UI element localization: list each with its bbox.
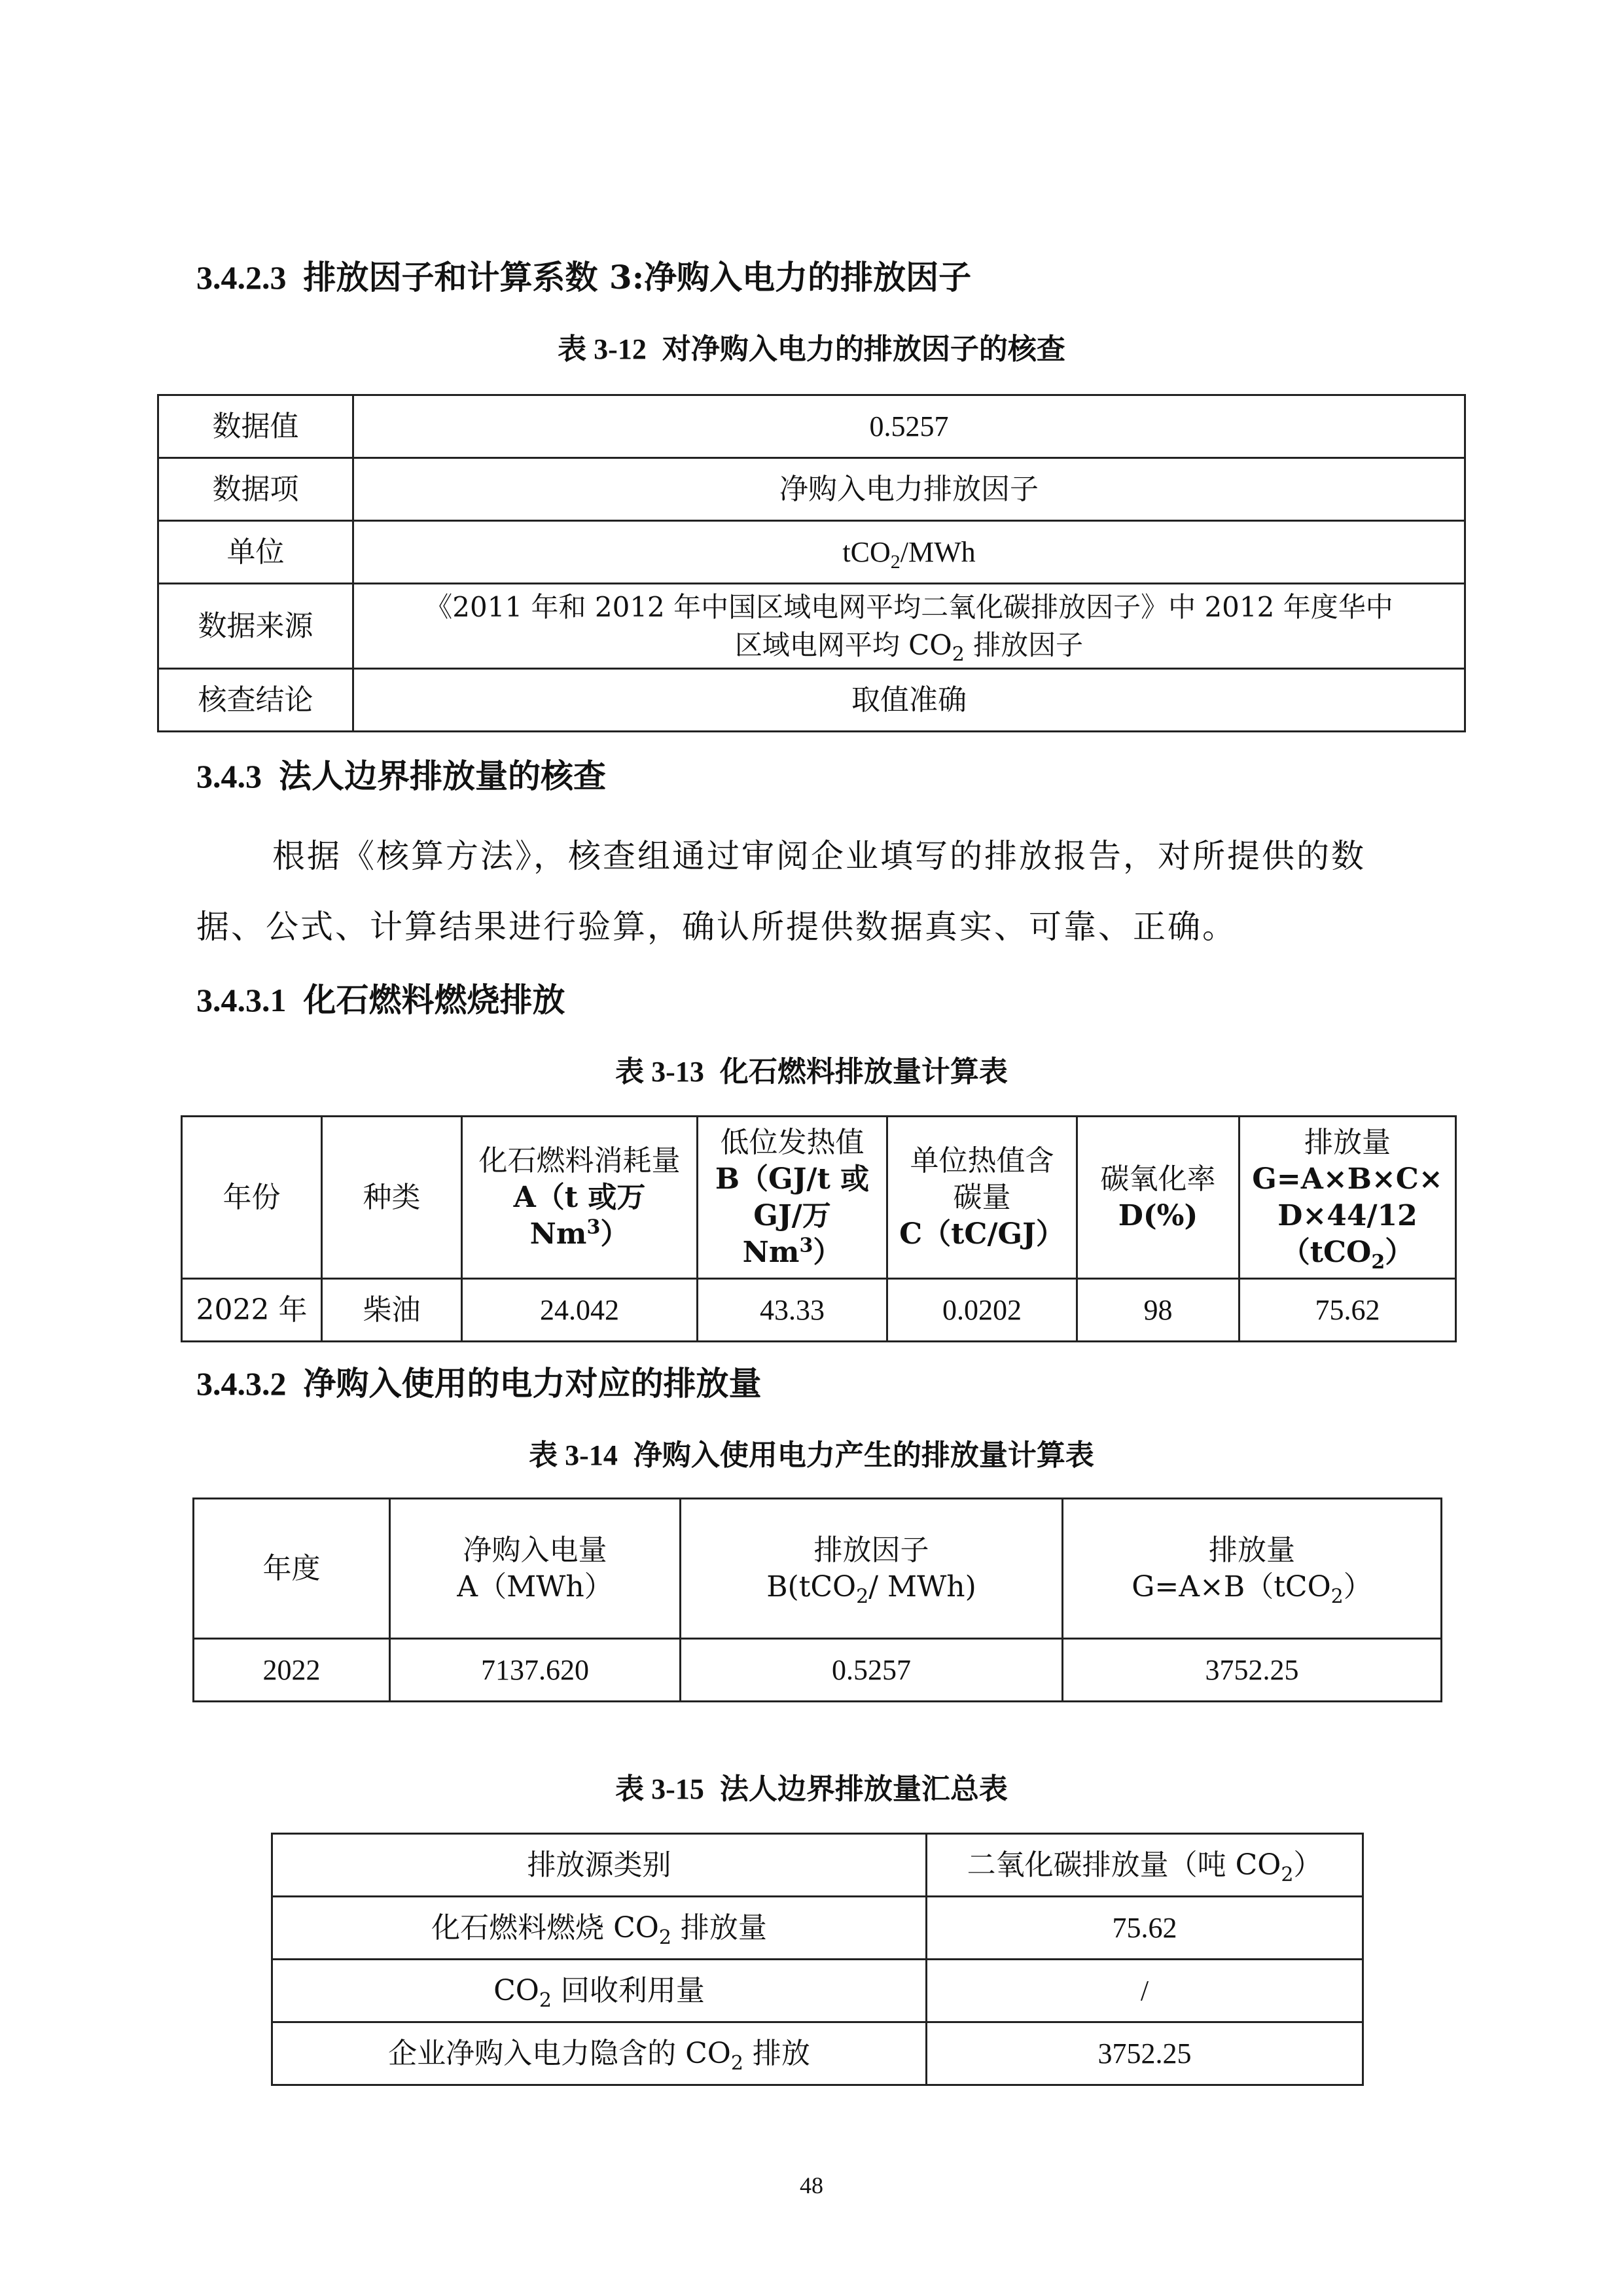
section-number: 3.4.3 <box>196 758 262 795</box>
row-label: 单位 <box>158 521 353 584</box>
header-year: 年度 <box>194 1499 390 1639</box>
table-row <box>158 458 1465 521</box>
table-caption-3-13 <box>0 1054 1623 1090</box>
header-year: 年份 <box>182 1117 322 1279</box>
cell-year: 2022 年 <box>182 1279 322 1342</box>
row-value: tCO$_2$/MWh <box>353 521 1465 584</box>
row-label: $CO_2$ 回收利用量 <box>272 1960 927 2022</box>
table-3-14 <box>192 1498 1442 1702</box>
row-label: 数据值 <box>158 395 353 458</box>
row-value: 净购入电力排放因子 <box>353 458 1465 521</box>
caption-text: 法人边界排放量汇总表 <box>719 1772 1008 1806</box>
cell-a: 24.042 <box>462 1279 698 1342</box>
header-a: 净购入电量 A（MWh） <box>390 1499 681 1639</box>
cell-type: 柴油 <box>322 1279 462 1342</box>
header-c: 单位热值含 碳量 C（tC/GJ） <box>887 1117 1077 1279</box>
cell-a: 7137.620 <box>390 1639 681 1702</box>
header-type: 种类 <box>322 1117 462 1279</box>
cell-g: 3752.25 <box>1063 1639 1442 1702</box>
section-number: 3.4.2.3 <box>196 259 287 296</box>
row-value: 75.62 <box>927 1897 1363 1960</box>
table-header-row <box>194 1499 1442 1639</box>
header-amount: 二氧化碳排放量（吨 $CO_2$） <box>927 1834 1363 1897</box>
row-value: 0.5257 <box>353 395 1465 458</box>
section-number: 3.4.3.1 <box>196 982 287 1018</box>
source-line-2: 区域电网平均 $CO_2$ 排放因子 <box>734 628 1084 666</box>
header-g: 排放量 G=A×B（tCO$_2$） <box>1063 1499 1442 1639</box>
table-row <box>272 1960 1363 2022</box>
table-header-row <box>272 1834 1363 1897</box>
table-row <box>272 1897 1363 1960</box>
row-value: 取值准确 <box>353 669 1465 732</box>
section-number: 3.4.3.2 <box>196 1365 287 1402</box>
row-value <box>353 584 1465 669</box>
section-heading-3-4-3 <box>196 755 606 797</box>
table-3-13 <box>181 1115 1457 1342</box>
row-label: 企业净购入电力隐含的 $CO_2$ 排放 <box>272 2022 927 2085</box>
table-3-15 <box>271 1833 1364 2086</box>
section-heading-3-4-3-1 <box>196 979 565 1021</box>
row-label: 化石燃料燃烧 $CO_2$ 排放量 <box>272 1897 927 1960</box>
caption-text: 化石燃料排放量计算表 <box>719 1055 1008 1088</box>
source-line-1: 《2011 年和 2012 年中国区域电网平均二氧化碳排放因子》中 2012 年度华中 <box>425 590 1393 623</box>
table-row <box>158 669 1465 732</box>
caption-text: 净购入使用电力产生的排放量计算表 <box>633 1439 1094 1472</box>
row-label: 数据项 <box>158 458 353 521</box>
table-row <box>158 521 1465 584</box>
caption-number: 表 3-15 <box>615 1773 704 1805</box>
header-g: 排放量 G=A×B×C× D×44/12 （tCO$_2$） <box>1240 1117 1456 1279</box>
row-label: 数据来源 <box>158 584 353 669</box>
table-row <box>272 2022 1363 2085</box>
section-title: 化石燃料燃烧排放 <box>303 980 565 1019</box>
header-d: 碳氧化率 D(%) <box>1077 1117 1240 1279</box>
row-value: 3752.25 <box>927 2022 1363 2085</box>
section-title: 法人边界排放量的核查 <box>279 757 606 795</box>
caption-text: 对净购入电力的排放因子的核查 <box>662 332 1065 366</box>
section-title: 排放因子和计算系数 3:净购入电力的排放因子 <box>303 258 972 296</box>
paragraph-text: 根据《核算方法》，核查组通过审阅企业填写的排放报告，对所提供的数据、公式、计算结果进行验算，确认所提供数据真实、可靠、正确。 <box>196 837 1366 946</box>
page-number: 48 <box>800 2172 823 2198</box>
cell-b: 0.5257 <box>681 1639 1063 1702</box>
caption-number: 表 3-12 <box>558 333 647 365</box>
table-row <box>158 584 1465 669</box>
table-caption-3-15 <box>0 1771 1623 1808</box>
header-source: 排放源类别 <box>272 1834 927 1897</box>
cell-c: 0.0202 <box>887 1279 1077 1342</box>
table-caption-3-12 <box>0 331 1623 368</box>
row-label: 核查结论 <box>158 669 353 732</box>
header-b: 低位发热值 B（GJ/t 或 GJ/万 Nm$^3$） <box>698 1117 887 1279</box>
table-caption-3-14 <box>0 1437 1623 1474</box>
table-row <box>194 1639 1442 1702</box>
section-title: 净购入使用的电力对应的排放量 <box>303 1364 762 1403</box>
table-row <box>182 1279 1456 1342</box>
caption-number: 表 3-14 <box>529 1439 618 1471</box>
row-value: / <box>927 1960 1363 2022</box>
header-a: 化石燃料消耗量 A（t 或万 Nm$^3$） <box>462 1117 698 1279</box>
table-row <box>158 395 1465 458</box>
table-3-12 <box>157 394 1466 732</box>
table-header-row <box>182 1117 1456 1279</box>
section-heading-3-4-2-3 <box>196 257 971 298</box>
header-b: 排放因子 B(tCO$_2$/ MWh) <box>681 1499 1063 1639</box>
cell-b: 43.33 <box>698 1279 887 1342</box>
cell-d: 98 <box>1077 1279 1240 1342</box>
caption-number: 表 3-13 <box>615 1056 704 1088</box>
section-heading-3-4-3-2 <box>196 1363 762 1405</box>
body-paragraph <box>196 821 1427 962</box>
cell-year: 2022 <box>194 1639 390 1702</box>
cell-g: 75.62 <box>1240 1279 1456 1342</box>
